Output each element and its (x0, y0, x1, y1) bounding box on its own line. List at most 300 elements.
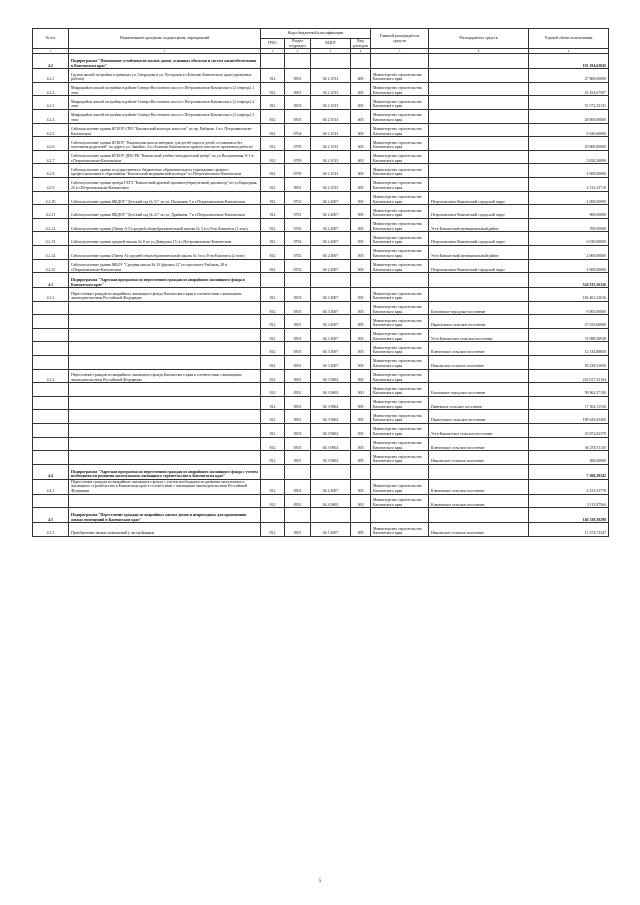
row-name (69, 342, 261, 356)
row-recipient (429, 82, 529, 96)
row-recipient: Усть-Камчатское сельское поселение (429, 424, 529, 438)
row-vid: 500 (351, 494, 371, 508)
row-razdel: 0501 (285, 315, 311, 329)
row-kcsr: 04 5 4007 (311, 523, 351, 537)
row-grbs: 812 (261, 451, 285, 465)
row-kcsr: 04 4 4007 (311, 479, 351, 494)
row-number: 4.2.10 (33, 191, 69, 205)
row-amount: 524 915,56326 (529, 273, 609, 288)
row-grbs: 812 (261, 232, 285, 246)
row-kcsr (311, 464, 351, 479)
row-vid: 400 (351, 177, 371, 191)
row-recipient: Никольское сельское поселение (429, 356, 529, 370)
row-vid: 500 (351, 437, 371, 451)
row-number: 4.2.14 (33, 245, 69, 259)
row-name (69, 494, 261, 508)
row-number: 4.2.9 (33, 177, 69, 191)
row-recipient (429, 137, 529, 151)
row-name (69, 424, 261, 438)
table-row (33, 177, 609, 191)
row-name: Сейсмоусиление здания средней школы № 8 по ул.Давыдова 15, в г.Петропавловске-Камчатском (69, 232, 261, 246)
row-kcsr: 04 2 4007 (311, 205, 351, 219)
table-row (33, 245, 609, 259)
row-main-manager: Министерство строительства Камчатского края (371, 150, 429, 164)
row-razdel: 0501 (285, 356, 311, 370)
row-number (33, 494, 69, 508)
row-kcsr: 04 3 4007 (311, 342, 351, 356)
row-grbs: 812 (261, 523, 285, 537)
row-main-manager: Министерство строительства Камчатского края (371, 259, 429, 273)
budget-table (32, 28, 609, 537)
table-row (33, 523, 609, 537)
row-kcsr: 04 2 4007 (311, 218, 351, 232)
row-amount: 5 630,00000 (529, 123, 609, 137)
row-recipient: Усть-Камчатское сельское поселение (429, 328, 529, 342)
row-kcsr: 04 2 1013 (311, 123, 351, 137)
section-row (33, 273, 609, 288)
row-recipient (429, 150, 529, 164)
row-razdel: 0501 (285, 494, 311, 508)
row-number: 4.2.2 (33, 82, 69, 96)
row-main-manager: Министерство строительства Камчатского края (371, 232, 429, 246)
row-kcsr: 04 3 9602 (311, 410, 351, 424)
row-name: Сейсмоусиление здания МБОУ "Средняя школа № 33 (филиал 2)" по проспекту Рыбаков, 28 в г.Петропавловске-Камчатском (69, 259, 261, 273)
row-grbs: 812 (261, 315, 285, 329)
row-razdel: 0704 (285, 123, 311, 137)
row-number (33, 383, 69, 397)
row-razdel: 0501 (285, 523, 311, 537)
row-amount: 12 134,88858 (529, 342, 609, 356)
row-grbs: 812 (261, 137, 285, 151)
row-grbs: 812 (261, 69, 285, 83)
row-razdel (285, 273, 311, 288)
col-index: 1 (33, 49, 69, 54)
row-name (69, 383, 261, 397)
row-recipient: Никольское сельское поселение (429, 523, 529, 537)
row-grbs: 812 (261, 150, 285, 164)
table-row (33, 437, 609, 451)
row-grbs: 812 (261, 424, 285, 438)
row-grbs: 812 (261, 109, 285, 123)
table-row (33, 342, 609, 356)
row-razdel: 0501 (285, 479, 311, 494)
row-razdel: 0701 (285, 205, 311, 219)
row-kcsr: 04 3 9602 (311, 383, 351, 397)
table-row (33, 383, 609, 397)
table-row (33, 218, 609, 232)
row-razdel: 0702 (285, 259, 311, 273)
row-amount: 2 000,00000 (529, 245, 609, 259)
row-number (33, 315, 69, 329)
row-razdel: 0702 (285, 218, 311, 232)
row-grbs: 812 (261, 164, 285, 178)
row-name (69, 315, 261, 329)
row-vid: 500 (351, 383, 371, 397)
row-main-manager: Министерство строительства Камчатского края (371, 328, 429, 342)
row-amount: 11 474,72347 (529, 523, 609, 537)
row-razdel: 0501 (285, 288, 311, 302)
row-kcsr (311, 273, 351, 288)
row-amount: 182 401,52016 (529, 288, 609, 302)
row-number (33, 301, 69, 315)
row-razdel: 0501 (285, 301, 311, 315)
row-vid (351, 54, 371, 69)
table-row (33, 479, 609, 494)
row-vid: 400 (351, 150, 371, 164)
col-index: 9 (529, 49, 609, 54)
row-razdel: 0702 (285, 232, 311, 246)
row-number: 4.3.2 (33, 369, 69, 383)
row-vid: 500 (351, 205, 371, 219)
col-index: 3 (261, 49, 285, 54)
row-vid: 400 (351, 69, 371, 83)
row-number: 4.2.5 (33, 123, 69, 137)
row-name: Сейсмоусиление здания МБДОУ "Детский сад № 51" по ул. Пальмана, 5 в г.Петропавловске-Камчатском (69, 191, 261, 205)
row-vid: 500 (351, 288, 371, 302)
row-number: 4.2 (33, 54, 69, 69)
col-index: 2 (69, 49, 261, 54)
row-name (69, 410, 261, 424)
row-razdel: 0501 (285, 342, 311, 356)
row-kcsr (311, 508, 351, 523)
row-recipient: Петропавловск-Камчатский городской округ (429, 191, 529, 205)
row-grbs: 812 (261, 259, 285, 273)
row-main-manager: Министерство строительства Камчатского края (371, 424, 429, 438)
col-index: 5 (311, 49, 351, 54)
row-vid: 500 (351, 259, 371, 273)
row-name: Микрорайон жилой застройки в районе Северо-Восточного шоссе г.Петропавловск-Камчатского (2 очередь) 1 этап (69, 82, 261, 96)
row-razdel: 0501 (285, 396, 311, 410)
row-amount: 2 000,00000 (529, 191, 609, 205)
row-vid: 400 (351, 96, 371, 110)
table-row (33, 109, 609, 123)
row-kcsr: 04 3 9602 (311, 437, 351, 451)
row-name: Сейсмоусиление здания КГБОУ СПО "Камчатский колледж искусств" по пр. Рыбаков, 1 в г. Петропавловске-Камчатском (69, 123, 261, 137)
row-main-manager: Министерство строительства Камчатского края (371, 205, 429, 219)
header-recipient: Распорядитель средств (429, 29, 529, 49)
row-grbs: 812 (261, 205, 285, 219)
row-recipient (429, 96, 529, 110)
row-grbs: 812 (261, 410, 285, 424)
row-amount: 59 239,51650 (529, 356, 609, 370)
row-name (69, 437, 261, 451)
row-grbs: 812 (261, 342, 285, 356)
row-razdel: 0501 (285, 82, 311, 96)
row-main-manager: Министерство строительства Камчатского края (371, 288, 429, 302)
row-main-manager (371, 508, 429, 523)
table-row (33, 232, 609, 246)
row-vid: 500 (351, 523, 371, 537)
row-razdel: 0501 (285, 369, 311, 383)
row-number: 4.2.4 (33, 109, 69, 123)
row-main-manager: Министерство строительства Камчатского края (371, 301, 429, 315)
row-number (33, 396, 69, 410)
row-amount: 27 800,00000 (529, 69, 609, 83)
row-razdel: 0701 (285, 191, 311, 205)
row-kcsr: 04 4 9602 (311, 494, 351, 508)
table-row (33, 164, 609, 178)
row-amount: 41 454,67507 (529, 82, 609, 96)
row-amount: 27 033,60000 (529, 315, 609, 329)
row-name: Сейсмоусиление здания МБДОУ "Детский сад № 21" по ул. Дрябкина, 7 в г.Петропавловске-Камчатском (69, 205, 261, 219)
row-kcsr: 04 3 9602 (311, 424, 351, 438)
row-kcsr: 04 2 1013 (311, 164, 351, 178)
row-amount: 191 104,63845 (529, 54, 609, 69)
row-grbs: 812 (261, 177, 285, 191)
row-vid (351, 273, 371, 288)
table-body (33, 54, 609, 537)
row-amount: 189 643,05460 (529, 410, 609, 424)
row-recipient: Паратунское сельское поселение (429, 410, 529, 424)
row-amount: 10 000,00000 (529, 137, 609, 151)
row-main-manager: Министерство строительства Камчатского края (371, 82, 429, 96)
row-main-manager: Министерство строительства Камчатского края (371, 164, 429, 178)
row-main-manager: Министерство строительства Камчатского края (371, 137, 429, 151)
row-main-manager: Министерство строительства Камчатского края (371, 523, 429, 537)
row-amount: 6 030,00000 (529, 232, 609, 246)
row-vid: 500 (351, 424, 371, 438)
row-razdel: 0702 (285, 245, 311, 259)
document-page (32, 28, 608, 537)
row-kcsr: 04 2 1013 (311, 109, 351, 123)
table-row (33, 123, 609, 137)
row-kcsr: 04 2 1013 (311, 82, 351, 96)
row-main-manager: Министерство строительства Камчатского края (371, 396, 429, 410)
row-name: Подпрограмма "Адресная программа по переселению граждан из аварийного жилищного фонда с учетом необходимости развития малоэтажного жилищного строительства в Камчатском крае" (69, 464, 261, 479)
row-vid: 500 (351, 191, 371, 205)
row-vid: 500 (351, 410, 371, 424)
table-row (33, 259, 609, 273)
row-main-manager: Министерство строительства Камчатского края (371, 218, 429, 232)
row-number: 4.3 (33, 273, 69, 288)
row-recipient (429, 369, 529, 383)
table-row (33, 150, 609, 164)
table-row (33, 137, 609, 151)
row-number: 4.4.1 (33, 479, 69, 494)
row-main-manager: Министерство строительства Камчатского края (371, 245, 429, 259)
row-name: Сейсмоусиление здания (Литер А) средней общеобразовательной школы № 5 в п.Усть-Камчатск (2 этап) (69, 245, 261, 259)
row-amount: 360,00000 (529, 451, 609, 465)
col-index: 4 (285, 49, 311, 54)
row-number: 4.2.8 (33, 164, 69, 178)
row-vid: 500 (351, 315, 371, 329)
row-main-manager: Министерство строительства Камчатского края (371, 451, 429, 465)
row-vid: 500 (351, 451, 371, 465)
row-vid: 500 (351, 479, 371, 494)
row-razdel: 0501 (285, 96, 311, 110)
row-grbs: 812 (261, 383, 285, 397)
row-number: 4.2.12 (33, 218, 69, 232)
row-recipient (429, 508, 529, 523)
row-razdel: 0501 (285, 328, 311, 342)
row-number (33, 356, 69, 370)
row-name: Подпрограмма "Адресная программа по переселению граждан из аварийного жилищного фонда в Камчатском крае" (69, 273, 261, 288)
row-kcsr: 04 3 4007 (311, 288, 351, 302)
row-kcsr (311, 54, 351, 69)
page-number: 5 (318, 879, 322, 884)
row-number: 4.2.1 (33, 69, 69, 83)
table-row (33, 396, 609, 410)
header-num: № п/п (33, 29, 69, 49)
row-grbs: 812 (261, 369, 285, 383)
row-name: Сейсмоусиление здания КГБОУ ДПО РК "Камчатский учебно-методический центр" по ул.Пограничная, 8-1 в г.Петропавловске-Камчатском (69, 150, 261, 164)
row-recipient: Петропавловск-Камчатский городской округ (429, 259, 529, 273)
table-row (33, 301, 609, 315)
row-name: Микрорайон жилой застройки в районе Северо-Восточного шоссе г.Петропавловск-Камчатского (2 очередь) 3 этап (69, 109, 261, 123)
row-recipient: Петропавловск-Камчатский городской округ (429, 205, 529, 219)
table-row (33, 328, 609, 342)
row-recipient (429, 273, 529, 288)
row-number: 4.2.15 (33, 259, 69, 273)
row-vid: 400 (351, 137, 371, 151)
row-main-manager: Министерство строительства Камчатского края (371, 383, 429, 397)
row-vid: 500 (351, 301, 371, 315)
section-row (33, 508, 609, 523)
row-vid: 500 (351, 218, 371, 232)
row-recipient (429, 288, 529, 302)
row-amount: 4 312,23710 (529, 177, 609, 191)
row-name: Сейсмоусиление здания (Литер А-5) средней общеобразовательной школы № 5 в п.Усть-Камчатск (1 этап) (69, 218, 261, 232)
row-razdel: 0501 (285, 437, 311, 451)
header-row (33, 29, 609, 39)
row-grbs: 812 (261, 82, 285, 96)
row-amount: 2 000,00000 (529, 164, 609, 178)
row-amount: 74 988,56928 (529, 328, 609, 342)
section-row (33, 54, 609, 69)
row-vid (351, 464, 371, 479)
row-razdel: 0501 (285, 451, 311, 465)
row-name: Приобретение жилых помещений у застройщиков (69, 523, 261, 537)
row-number: 4.3.1 (33, 288, 69, 302)
row-recipient: Никольское сельское поселение (429, 451, 529, 465)
header-razdel: Раздел подраздел (285, 39, 311, 49)
row-name (69, 301, 261, 315)
row-razdel: 0901 (285, 177, 311, 191)
row-name: Сейсмоусиление здания КГКОУ "Камчатская школа-интернат для детей-сирот и детей, оставшихся без попечения родителей" по адресу ул. Завойко, 4 в г.Елизово Камчатского края (в том числе проектные работы) (69, 137, 261, 151)
row-main-manager: Министерство строительства Камчатского края (371, 410, 429, 424)
header-codes-group: Коды бюджетной классификации (261, 29, 371, 39)
row-amount: 700,00000 (529, 218, 609, 232)
row-name: Переселение граждан из аварийного жилищного фонда Камчатского края в соответствии с жилищным законодательством Российской Федерации (69, 288, 261, 302)
row-vid: 500 (351, 328, 371, 342)
row-amount: 17 502,11530 (529, 396, 609, 410)
row-recipient: Ключевское сельское поселение (429, 437, 529, 451)
row-grbs: 812 (261, 328, 285, 342)
row-recipient (429, 123, 529, 137)
row-amount: 2 000,00000 (529, 259, 609, 273)
header-vid: Вид расходов (351, 39, 371, 49)
row-razdel: 0501 (285, 424, 311, 438)
row-number (33, 342, 69, 356)
header-main-manager: Главный распорядитель средств (371, 29, 429, 49)
section-row (33, 464, 609, 479)
row-name: Переселение граждан из аварийного жилищного фонда с учетом необходимости развития малоэтажного жилищного строительства в Камчатском крае в соответствии с жилищным законодательством Российской Федерации (69, 479, 261, 494)
row-main-manager: Министерство строительства Камчатского края (371, 342, 429, 356)
row-number: 4.2.3 (33, 96, 69, 110)
row-razdel: 0501 (285, 69, 311, 83)
row-kcsr: 04 2 1013 (311, 96, 351, 110)
row-kcsr: 04 3 4007 (311, 301, 351, 315)
row-recipient (429, 69, 529, 83)
row-main-manager: Министерство строительства Камчатского края (371, 69, 429, 83)
row-number: 4.5.1 (33, 523, 69, 537)
row-razdel: 0501 (285, 383, 311, 397)
row-vid: 400 (351, 109, 371, 123)
row-kcsr: 04 2 1013 (311, 137, 351, 151)
row-amount: 7 268,29342 (529, 464, 609, 479)
row-main-manager: Министерство строительства Камчатского края (371, 315, 429, 329)
row-number: 4.4 (33, 464, 69, 479)
row-name: Переселение граждан из аварийного жилищного фонда Камчатского края в соответствии с жилищным законодательством Российской Федерации (69, 369, 261, 383)
row-recipient: Ключевское сельское поселение (429, 342, 529, 356)
table-row (33, 424, 609, 438)
table-row (33, 82, 609, 96)
row-recipient (429, 177, 529, 191)
row-recipient: Елизовское городское поселение (429, 301, 529, 315)
row-name: Микрорайон жилой застройки в районе Северо-Восточного шоссе г.Петропавловск-Камчатского (2 очередь) 2 этап (69, 96, 261, 110)
row-grbs: 812 (261, 356, 285, 370)
row-main-manager: Министерство строительства Камчатского края (371, 177, 429, 191)
row-main-manager (371, 464, 429, 479)
row-razdel (285, 54, 311, 69)
row-number: 4.2.6 (33, 137, 69, 151)
table-row (33, 494, 609, 508)
row-razdel (285, 508, 311, 523)
row-kcsr: 04 2 1013 (311, 150, 351, 164)
row-name: Сейсмоусиление здания центра ГБУЗ "Камчатский краевой противотуберкулезный диспансер" по ул.Карьерная, 22 в г.Петропавловске-Камчатском (69, 177, 261, 191)
col-index: 6 (351, 49, 371, 54)
row-razdel: 0501 (285, 410, 311, 424)
row-main-manager: Министерство строительства Камчатского края (371, 96, 429, 110)
table-row (33, 410, 609, 424)
row-main-manager: Министерство строительства Камчатского края (371, 494, 429, 508)
row-number (33, 328, 69, 342)
row-razdel: 0709 (285, 150, 311, 164)
row-kcsr: 04 2 4007 (311, 245, 351, 259)
col-index: 7 (371, 49, 429, 54)
row-number: 4.5 (33, 508, 69, 523)
row-grbs (261, 54, 285, 69)
row-main-manager: Министерство строительства Камчатского края (371, 123, 429, 137)
header-grbs: ГРБС (261, 39, 285, 49)
header-annual: Годовой объем ассигнования (529, 29, 609, 49)
row-vid: 400 (351, 123, 371, 137)
row-razdel (285, 464, 311, 479)
row-grbs: 812 (261, 191, 285, 205)
header-kcsr: КЦСР (311, 39, 351, 49)
row-razdel: 0501 (285, 109, 311, 123)
row-vid: 500 (351, 369, 371, 383)
row-main-manager: Министерство строительства Камчатского края (371, 191, 429, 205)
row-razdel: 0709 (285, 164, 311, 178)
table-row (33, 356, 609, 370)
row-recipient: Паратунское сельское поселение (429, 315, 529, 329)
row-amount: 20 000,00000 (529, 109, 609, 123)
row-amount: 243 617,32164 (529, 369, 609, 383)
row-grbs (261, 273, 285, 288)
row-amount: 50 962,37150 (529, 383, 609, 397)
row-kcsr: 04 2 4007 (311, 259, 351, 273)
row-main-manager: Министерство строительства Камчатского края (371, 356, 429, 370)
row-grbs: 812 (261, 396, 285, 410)
row-main-manager (371, 273, 429, 288)
row-vid: 500 (351, 396, 371, 410)
row-grbs: 812 (261, 301, 285, 315)
row-amount: 51 572,33131 (529, 96, 609, 110)
row-grbs: 812 (261, 245, 285, 259)
row-grbs: 812 (261, 288, 285, 302)
table-row (33, 69, 609, 83)
